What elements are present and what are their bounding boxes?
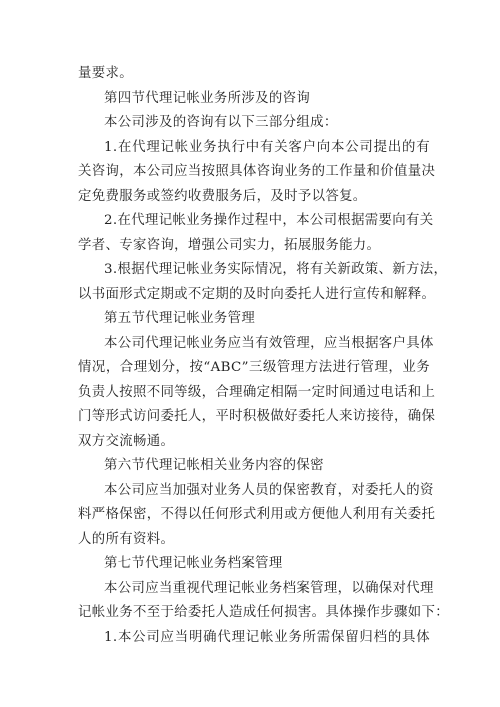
text-line: 人的所有资料。 <box>78 531 175 547</box>
text-line: 学者、专家咨询，增强公司实力，拓展服务能力。 <box>78 237 381 253</box>
text-line: 2.在代理记帐业务操作过程中，本公司根据需要向有关 <box>104 213 434 228</box>
text-line: 本公司应当加强对业务人员的保密教育，对委托人的资 <box>104 482 434 498</box>
document-body <box>78 62 449 650</box>
text-line: 第四节代理记帐业务所涉及的咨询 <box>104 90 311 106</box>
text-line: 3.根据代理记帐业务实际情况，将有关新政策、新方法， <box>104 262 448 277</box>
text-line: 负责人按照不同等级，合理确定相隔一定时间通过电话和上 <box>78 384 436 400</box>
text-line: 以书面形式定期或不定期的及时向委托人进行宣传和解释。 <box>78 286 436 302</box>
text-line: 情况，合理划分，按“ABC”三级管理方法进行管理，业务 <box>78 360 430 375</box>
text-line: 本公司代理记帐业务应当有效管理，应当根据客户具体 <box>104 335 434 351</box>
text-line: 门等形式访问委托人，平时积极做好委托人来访接待，确保 <box>78 409 436 424</box>
text-line: 第五节代理记帐业务管理 <box>104 311 256 326</box>
text-line: 本公司涉及的咨询有以下三部分组成： <box>104 115 338 130</box>
text-line: 第六节代理记帐相关业务内容的保密 <box>104 458 324 473</box>
text-line: 本公司应当重视代理记帐业务档案管理，以确保对代理 <box>104 580 434 596</box>
text-line: 第七节代理记帐业务档案管理 <box>104 556 283 571</box>
text-line: 1.本公司应当明确代理记帐业务所需保留归档的具体 <box>104 629 430 645</box>
text-line: 1.在代理记帐业务执行中有关客户向本公司提出的有 <box>104 139 430 155</box>
text-line: 记帐业务不至于给委托人造成任何损害。具体操作步骤如下： <box>78 605 449 620</box>
text-line: 双方交流畅通。 <box>78 433 175 449</box>
text-line: 量要求。 <box>78 66 133 81</box>
text-line: 关咨询，本公司应当按照具体咨询业务的工作量和价值量决 <box>78 164 436 179</box>
text-line: 料严格保密，不得以任何形式利用或方便他人利用有关委托 <box>78 507 436 522</box>
text-line: 定免费服务或签约收费服务后，及时予以答复。 <box>78 188 367 204</box>
